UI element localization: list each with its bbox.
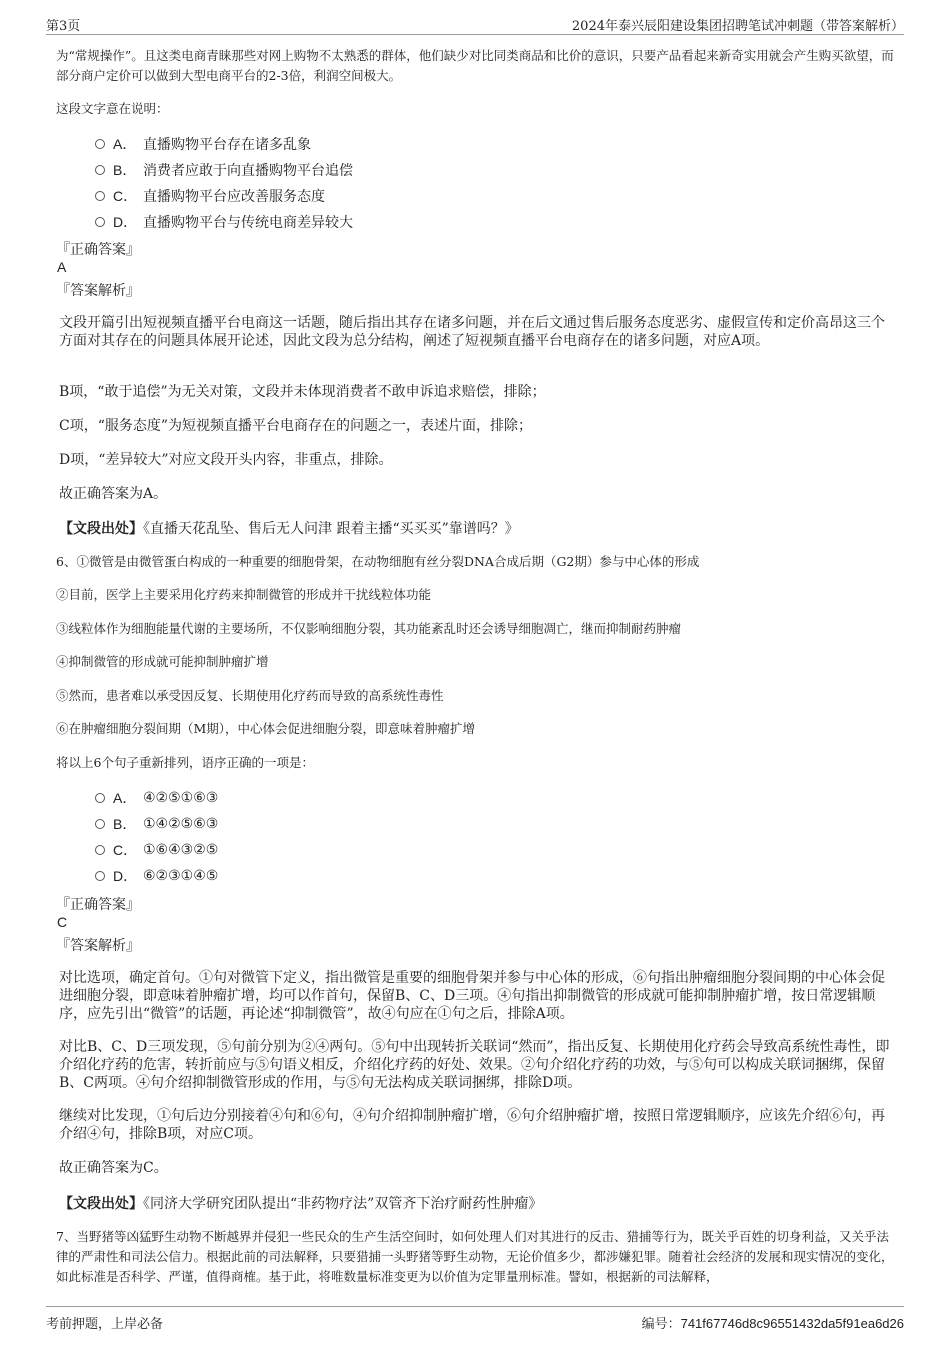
q6-sentence-1: 6、①微管是由微管蛋白构成的一种重要的细胞骨架，在动物细胞有丝分裂DNA合成后期（G2期）参与中心体的形成 bbox=[56, 554, 700, 569]
radio-icon[interactable] bbox=[95, 217, 105, 227]
radio-icon[interactable] bbox=[95, 165, 105, 175]
footer-slogan: 考前押题，上岸必备 bbox=[46, 1317, 164, 1332]
q6-sentence-5: ⑤然而，患者难以承受因反复、长期使用化疗药而导致的高系统性毒性 bbox=[56, 688, 444, 703]
document-title: 2024年泰兴辰阳建设集团招聘笔试冲刺题（带答案解析） bbox=[571, 19, 904, 34]
radio-icon[interactable] bbox=[95, 191, 105, 201]
q5-question: 这段文字意在说明： bbox=[56, 101, 169, 116]
q5-option-c[interactable]: C． 直播购物平台应改善服务态度 bbox=[95, 185, 325, 207]
q7-text: 7、当野猪等凶猛野生动物不断越界并侵犯一些民众的生产生活空间时，如何处理人们对其进行的反击、猎捕等行为，既关乎百姓的切身利益，又关乎法律的严肃性和司法公信力。根据此前的司法解释，只要猎捕一头野猪等野生动物，无论价值多少，都涉嫌犯罪。随着社会经济的发展和现实情况的变化，如此标准是否科学、严谨，值得商榷。基于此，将唯数量标准变更为以价值为定罪量刑标准。譬如，根据新的司法解释， bbox=[56, 1229, 894, 1284]
q6-sentence-4: ④抑制微管的形成就可能抑制肿瘤扩增 bbox=[56, 654, 269, 669]
q6-analysis-3: 继续对比发现，①句后边分别接着④句和⑥句，④句介绍抑制肿瘤扩增，⑥句介绍肿瘤扩增，按照日常逻辑顺序，应该先介绍⑥句，再介绍④句，排除B项，对应C项。 bbox=[59, 1108, 885, 1142]
page-header bbox=[46, 12, 904, 35]
q5-option-a[interactable]: A． 直播购物平台存在诸多乱象 bbox=[95, 133, 311, 155]
radio-icon[interactable] bbox=[95, 139, 105, 149]
q6-answer-label: 『正确答案』 bbox=[56, 897, 140, 913]
page-number: 第3页 bbox=[46, 19, 81, 34]
q6-sentence-2: ②目前，医学上主要采用化疗药来抑制微管的形成并干扰线粒体功能 bbox=[56, 587, 432, 602]
q6-answer: C bbox=[57, 914, 68, 930]
q6-option-c[interactable]: C． ①⑥④③②⑤ bbox=[95, 839, 218, 861]
q5-passage-tail: 为“常规操作”。且这类电商青睐那些对网上购物不太熟悉的群体，他们缺少对比同类商品和比价的意识，只要产品看起来新奇实用就会产生购买欲望，而部分商户定价可以做到大型电商平台的2-3倍，利润空间极大。 bbox=[56, 48, 894, 83]
q6-source: 【文段出处】《同济大学研究团队提出“非药物疗法”双管齐下治疗耐药性肿瘤》 bbox=[59, 1196, 543, 1212]
q5-option-d[interactable]: D． 直播购物平台与传统电商差异较大 bbox=[95, 211, 353, 233]
radio-icon[interactable] bbox=[95, 871, 105, 881]
q6-option-a[interactable]: A． ④②⑤①⑥③ bbox=[95, 787, 218, 809]
q5-analysis-2: B项，“敢于追偿”为无关对策，文段并未体现消费者不敢申诉追求赔偿，排除； bbox=[59, 384, 546, 400]
q6-option-b[interactable]: B． ①④②⑤⑥③ bbox=[95, 813, 218, 835]
q6-analysis-label: 『答案解析』 bbox=[56, 938, 140, 954]
q5-answer-label: 『正确答案』 bbox=[56, 242, 140, 258]
q5-analysis-5: 故正确答案为A。 bbox=[59, 486, 168, 502]
q5-option-b[interactable]: B． 消费者应敢于向直播购物平台追偿 bbox=[95, 159, 353, 181]
radio-icon[interactable] bbox=[95, 845, 105, 855]
q5-analysis-label: 『答案解析』 bbox=[56, 283, 140, 299]
q5-analysis-1: 文段开篇引出短视频直播平台电商这一话题，随后指出其存在诸多问题，并在后文通过售后服务态度恶劣、虚假宣传和定价高昂这三个方面对其存在的问题具体展开论述，因此文段为总分结构，阐述了短视频直播平台电商存在的诸多问题，对应A项。 bbox=[59, 315, 885, 349]
q6-analysis-2: 对比B、C、D三项发现，⑤句前分别为②④两句。⑤句中出现转折关联词“然而”，指出反复、长期使用化疗药会导致高系统性毒性，即介绍化疗药的危害，转折前应与⑤句语义相反，介绍化疗药的好处、效果。②句介绍化疗药的功效，与⑤句可以构成关联词捆绑，保留B、C两项。④句介绍抑制微管形成的作用，与⑤句无法构成关联词捆绑，排除D项。 bbox=[59, 1039, 890, 1091]
q5-analysis-3: C项，“服务态度”为短视频直播平台电商存在的问题之一，表述片面，排除； bbox=[59, 418, 533, 434]
q5-analysis-4: D项，“差异较大”对应文段开头内容，非重点，排除。 bbox=[59, 452, 393, 468]
radio-icon[interactable] bbox=[95, 819, 105, 829]
footer-serial: 编号：741f67746d8c96551432da5f91ea6d26 bbox=[641, 1316, 904, 1331]
page-footer bbox=[46, 1306, 904, 1331]
q5-answer: A bbox=[57, 259, 67, 275]
q6-question: 将以上6个句子重新排列，语序正确的一项是： bbox=[56, 755, 314, 770]
q6-sentence-6: ⑥在肿瘤细胞分裂间期（M期），中心体会促进细胞分裂，即意味着肿瘤扩增 bbox=[56, 721, 476, 736]
q6-analysis-4: 故正确答案为C。 bbox=[59, 1160, 168, 1176]
radio-icon[interactable] bbox=[95, 793, 105, 803]
q5-source: 【文段出处】《直播天花乱坠、售后无人问津 跟着主播“买买买”靠谱吗？》 bbox=[59, 521, 519, 537]
q6-sentence-3: ③线粒体作为细胞能量代谢的主要场所，不仅影响细胞分裂，其功能紊乱时还会诱导细胞凋亡，继而抑制耐药肿瘤 bbox=[56, 621, 682, 636]
q6-analysis-1: 对比选项，确定首句。①句对微管下定义，指出微管是重要的细胞骨架并参与中心体的形成，⑥句指出肿瘤细胞分裂间期的中心体会促进细胞分裂，即意味着肿瘤扩增，均可以作首句，保留B、C、D三项。④句指出抑制微管的形成就可能抑制肿瘤扩增，按日常逻辑顺序，应先引出“微管”的话题，再论述“抑制微管”，故④句应在①句之后，排除A项。 bbox=[59, 970, 885, 1022]
q6-option-d[interactable]: D． ⑥②③①④⑤ bbox=[95, 865, 218, 887]
